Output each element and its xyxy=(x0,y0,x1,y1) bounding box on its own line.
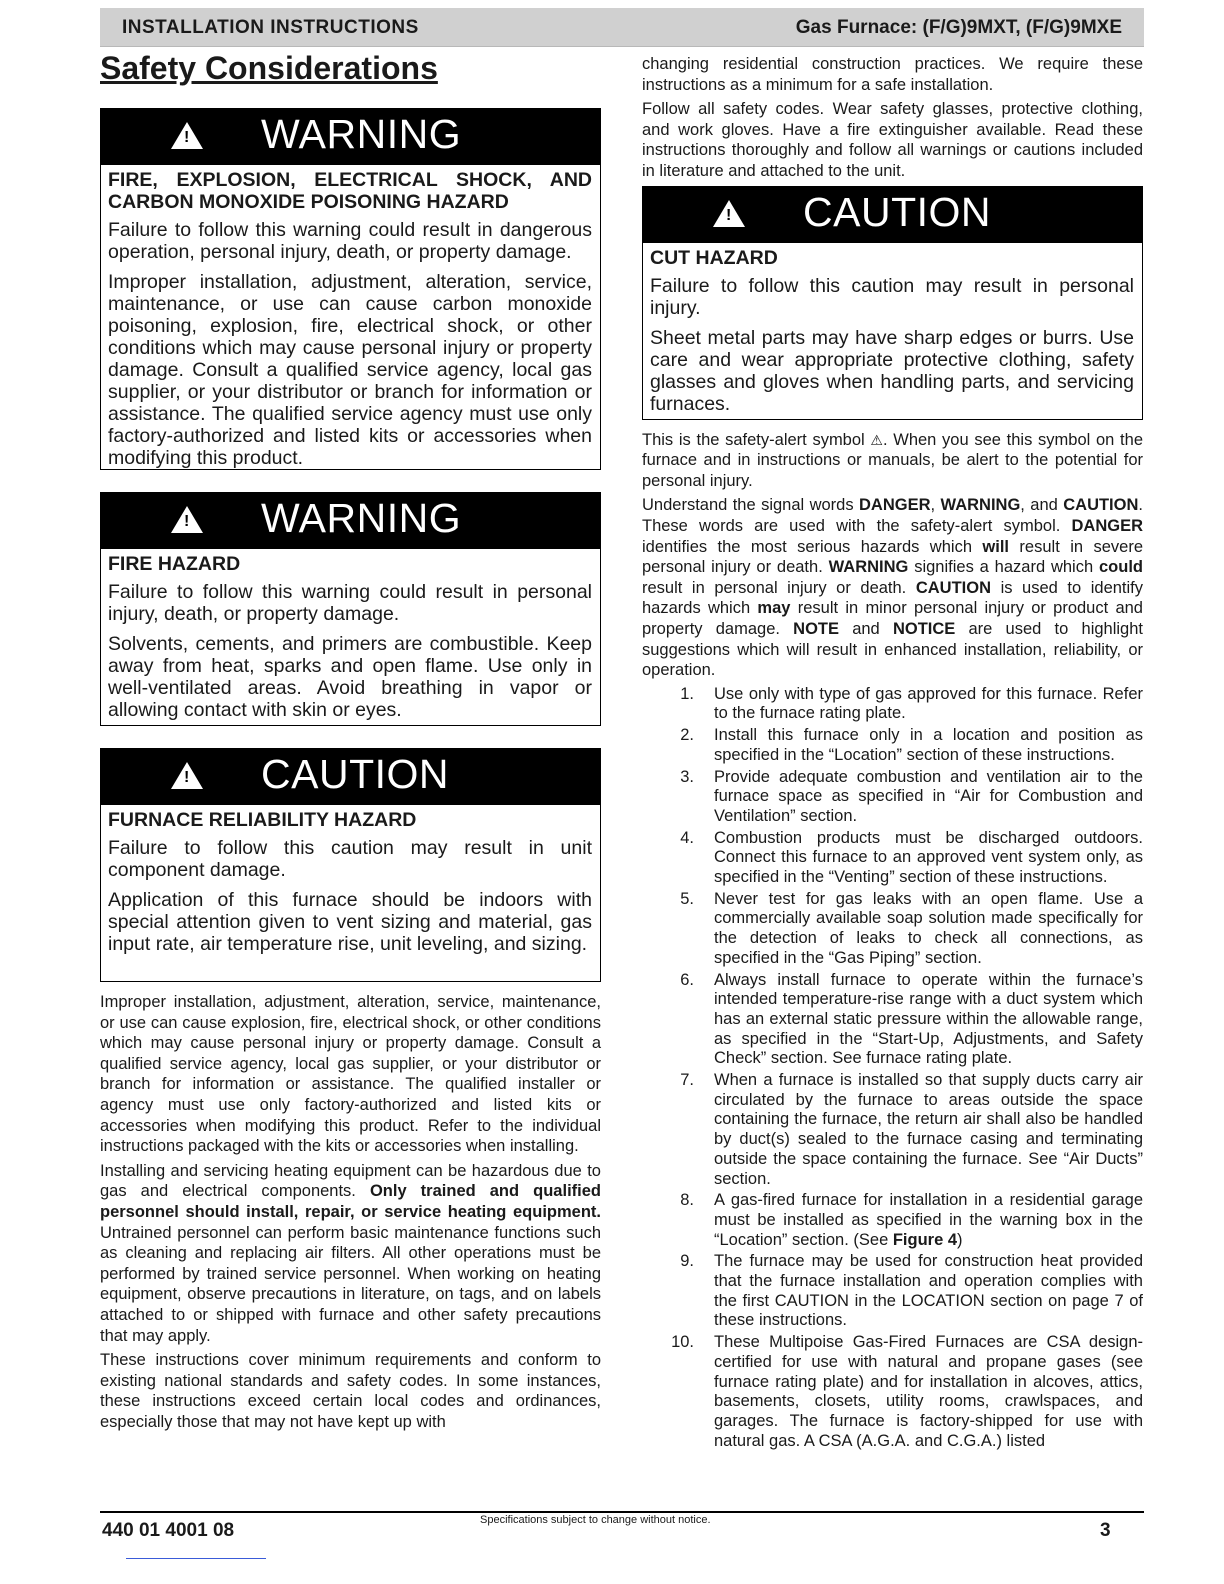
list-number: 6. xyxy=(680,970,694,989)
hazard-title: CUT HAZARD xyxy=(650,246,778,269)
page-title: Safety Considerations xyxy=(100,50,438,86)
bold-text-run: NOTICE xyxy=(892,619,956,638)
hazard-consequence: Failure to follow this warning could result in dangerous operation, personal injury, death, or property damage. xyxy=(108,219,592,263)
bold-text-run: will xyxy=(982,537,1010,556)
document-number: 440 01 4001 08 xyxy=(102,1520,235,1541)
right-column xyxy=(642,54,1143,1453)
signal-bar xyxy=(643,187,1142,243)
bold-text-run: CAUTION xyxy=(915,578,992,597)
text-run: , xyxy=(930,496,941,515)
hazard-consequence: Failure to follow this caution may result in unit component damage. xyxy=(108,837,592,881)
signal-words-paragraph xyxy=(642,495,1143,680)
hazard-consequence: Failure to follow this caution may result in personal injury. xyxy=(650,274,1134,319)
bold-text-run: DANGER xyxy=(1071,516,1143,535)
bold-text-run: may xyxy=(757,599,791,618)
list-item xyxy=(642,1191,1143,1250)
hazard-instruction: Solvents, cements, and primers are combustible. Keep away from heat, sparks and open flame. Use only in well-ventilated areas. Avoid breathing in vapor or allowing contact with skin or eyes. xyxy=(108,633,592,721)
list-text: A gas-fired furnace for installation in a residential garage must be installed as specified in the warning box in the “Location” section. (See xyxy=(714,1191,1143,1249)
list-number: 1. xyxy=(680,684,694,703)
text-run: This is the safety-alert symbol xyxy=(642,430,871,449)
list-number: 4. xyxy=(680,828,694,847)
page-header xyxy=(100,8,1144,47)
bold-text-run: Only trained and qualified personnel should install, repair, or service heating equipment. xyxy=(100,1182,601,1221)
list-number: 10. xyxy=(671,1333,694,1352)
body-paragraph-qualified-personnel xyxy=(100,1161,601,1346)
bold-text-run: WARNING xyxy=(940,496,1021,515)
list-text: These Multipoise Gas-Fired Furnaces are CSA design-certified for use with natural and propane gases (see furnace rating plate) and for installation in alcoves, attics, basements, closets, utility rooms, crawlspaces, and garages. The furnace is factory-shipped for use with natural gas. A CSA (A.G.A. and C.G.A.) listed xyxy=(714,1333,1143,1450)
list-text: The furnace may be used for construction heat provided that the furnace installation and operation complies with the first CAUTION in the LOCATION section on page 7 of these instructions. xyxy=(714,1252,1143,1330)
body-paragraph: changing residential construction practices. We require these instructions as a minimum for a safe installation. xyxy=(642,55,1143,94)
safety-alert-icon xyxy=(713,200,745,227)
warning-box-fire-hazard xyxy=(100,492,601,726)
safety-alert-icon xyxy=(171,122,203,149)
signal-bar xyxy=(101,749,600,805)
safety-instructions-list xyxy=(642,685,1143,1452)
text-run: Untrained personnel can perform basic maintenance functions such as cleaning and replacing air filters. All other operations must be performed by trained service personnel. When working on heating equipment, observe precautions in literature, on tags, and on labels attached to or shipped with furnace and other safety precautions that may apply. xyxy=(100,1223,601,1345)
hazard-instruction: Application of this furnace should be indoors with special attention given to vent sizing and material, gas input rate, air temperature rise, unit leveling, and sizing. xyxy=(108,889,592,955)
safety-alert-symbol-icon: ⚠ xyxy=(870,431,883,448)
hazard-consequence: Failure to follow this warning could result in personal injury, death, or property damage. xyxy=(108,581,592,625)
list-item xyxy=(642,768,1143,827)
bold-text-run: CAUTION xyxy=(1063,496,1139,515)
page-number: 3 xyxy=(1100,1520,1111,1541)
list-item xyxy=(642,685,1143,724)
decorative-underline xyxy=(126,1558,266,1559)
list-item xyxy=(642,1333,1143,1451)
bold-text-run: WARNING xyxy=(828,558,909,577)
hazard-instruction: Sheet metal parts may have sharp edges or burrs. Use care and wear appropriate protective clothing, safety glasses and gloves when handling parts, and servicing furnaces. xyxy=(650,326,1134,415)
text-run: Installing and servicing heating equipment can be hazardous due to gas and electrical components. xyxy=(100,1161,601,1201)
caution-box-cut-hazard xyxy=(642,186,1143,420)
footer-note: Specifications subject to change without notice. xyxy=(480,1514,711,1526)
signal-word: WARNING xyxy=(261,111,462,157)
list-text: ) xyxy=(957,1230,963,1249)
text-run: . These words are used with the safety-alert symbol. xyxy=(642,496,1143,535)
warning-box-fire-explosion xyxy=(100,108,601,470)
list-item xyxy=(642,1071,1143,1189)
left-column xyxy=(100,108,601,1436)
list-text: Install this furnace only in a location and position as specified in the “Location” section of these instructions. xyxy=(714,726,1143,764)
hazard-instruction: Improper installation, adjustment, alteration, service, maintenance, or use can cause carbon monoxide poisoning, explosion, fire, electrical shock, or other conditions which may cause personal injury or property damage. Consult a qualified service agency, local gas supplier, or your distributor or branch for information or assistance. The qualified service agency must use only factory-authorized and listed kits or accessories when modifying this product. xyxy=(108,271,592,469)
list-item xyxy=(642,726,1143,765)
list-text: Use only with type of gas approved for this furnace. Refer to the furnace rating plate. xyxy=(714,684,1143,723)
list-item xyxy=(642,890,1143,969)
bold-text-run: could xyxy=(1099,558,1143,577)
list-number: 2. xyxy=(680,726,694,745)
safety-alert-icon xyxy=(171,506,203,533)
signal-word: CAUTION xyxy=(803,188,991,235)
text-run: result in severe personal injury or death. xyxy=(642,537,1143,577)
list-text: When a furnace is installed so that supply ducts carry air circulated by the furnace to areas outside the space containing the furnace, the return air shall also be handled by duct(s) sealed to the furnace casing and terminating outside the space containing the furnace. See “Air Ducts” section. xyxy=(714,1071,1143,1188)
signal-word: CAUTION xyxy=(261,751,449,797)
list-item xyxy=(642,1252,1143,1331)
text-run: , and xyxy=(1020,496,1064,515)
list-number: 7. xyxy=(680,1071,694,1090)
list-item xyxy=(642,971,1143,1070)
header-left-title: INSTALLATION INSTRUCTIONS xyxy=(122,17,419,38)
body-paragraph: Improper installation, adjustment, alteration, service, maintenance, or use can cause explosion, fire, electrical shock, or other conditions which may cause personal injury or property damage. Consult a qualified service agency, local gas supplier, or your distributor or branch for information or assistance. The qualified installer or agency must use only factory-authorized and listed kits or accessories when modifying this product. Refer to the individual instructions packaged with the kits or accessories when installing. xyxy=(100,993,601,1156)
hazard-title: FIRE HAZARD xyxy=(108,553,241,575)
figure-reference-link[interactable]: Figure 4 xyxy=(892,1230,958,1249)
list-number: 9. xyxy=(680,1252,694,1271)
list-number: 3. xyxy=(680,767,694,786)
footer-divider xyxy=(100,1511,1144,1513)
text-run: . When you see this symbol on the furnace and in instructions or manuals, be alert to the potential for personal injury. xyxy=(642,430,1143,490)
list-text: Provide adequate combustion and ventilation air to the furnace space as specified in “Air for Combustion and Ventilation” section. xyxy=(714,767,1143,825)
safety-alert-paragraph xyxy=(642,430,1143,492)
body-paragraph: These instructions cover minimum requirements and conform to existing national standards and safety codes. In some instances, these instructions exceed certain local codes and ordinances, especially those that may not have kept up with xyxy=(100,1351,601,1431)
text-run: is used to identify hazards which xyxy=(642,578,1144,618)
header-right-title: Gas Furnace: (F/G)9MXT, (F/G)9MXE xyxy=(795,17,1122,38)
hazard-title: FURNACE RELIABILITY HAZARD xyxy=(108,809,417,831)
bold-text-run: DANGER xyxy=(859,496,931,515)
caution-box-furnace-reliability xyxy=(100,748,601,982)
bold-text-run: NOTE xyxy=(793,619,839,638)
signal-word: WARNING xyxy=(261,495,462,541)
list-text: Combustion products must be discharged outdoors. Connect this furnace to an approved vent system only, as specified in the “Venting” section of these instructions. xyxy=(714,828,1143,887)
list-item xyxy=(642,829,1143,888)
text-run: result in minor personal injury or product and property damage. xyxy=(642,599,1143,638)
list-number: 8. xyxy=(680,1191,694,1210)
text-run: signifies a hazard which xyxy=(908,558,1099,577)
list-text: Never test for gas leaks with an open flame. Use a commercially available soap solution made specifically for the detection of leaks to check all connections, as specified in the “Gas Piping” section. xyxy=(714,889,1143,967)
signal-bar xyxy=(101,109,600,165)
hazard-title: FIRE, EXPLOSION, ELECTRICAL SHOCK, AND CARBON MONOXIDE POISONING HAZARD xyxy=(108,169,592,213)
list-number: 5. xyxy=(680,889,694,908)
text-run: result in personal injury or death. xyxy=(642,578,916,597)
list-text: Always install furnace to operate within the furnace’s intended temperature-rise range with a duct system which has an external static pressure within the allowable range, as specified in the “Start-Up, Adjustments, and Safety Check” section. See furnace rating plate. xyxy=(714,970,1143,1068)
text-run: Understand the signal words xyxy=(642,496,860,515)
safety-alert-icon xyxy=(171,762,203,789)
text-run: are used to highlight suggestions which will result in enhanced installation, reliability, or operation. xyxy=(642,619,1143,680)
text-run: and xyxy=(839,619,893,638)
body-paragraph: Follow all safety codes. Wear safety glasses, protective clothing, and work gloves. Have a fire extinguisher available. Read these instructions thoroughly and follow all warnings or cautions included in literature and attached to the unit. xyxy=(642,100,1143,180)
text-run: identifies the most serious hazards which xyxy=(642,537,983,556)
signal-bar xyxy=(101,493,600,549)
